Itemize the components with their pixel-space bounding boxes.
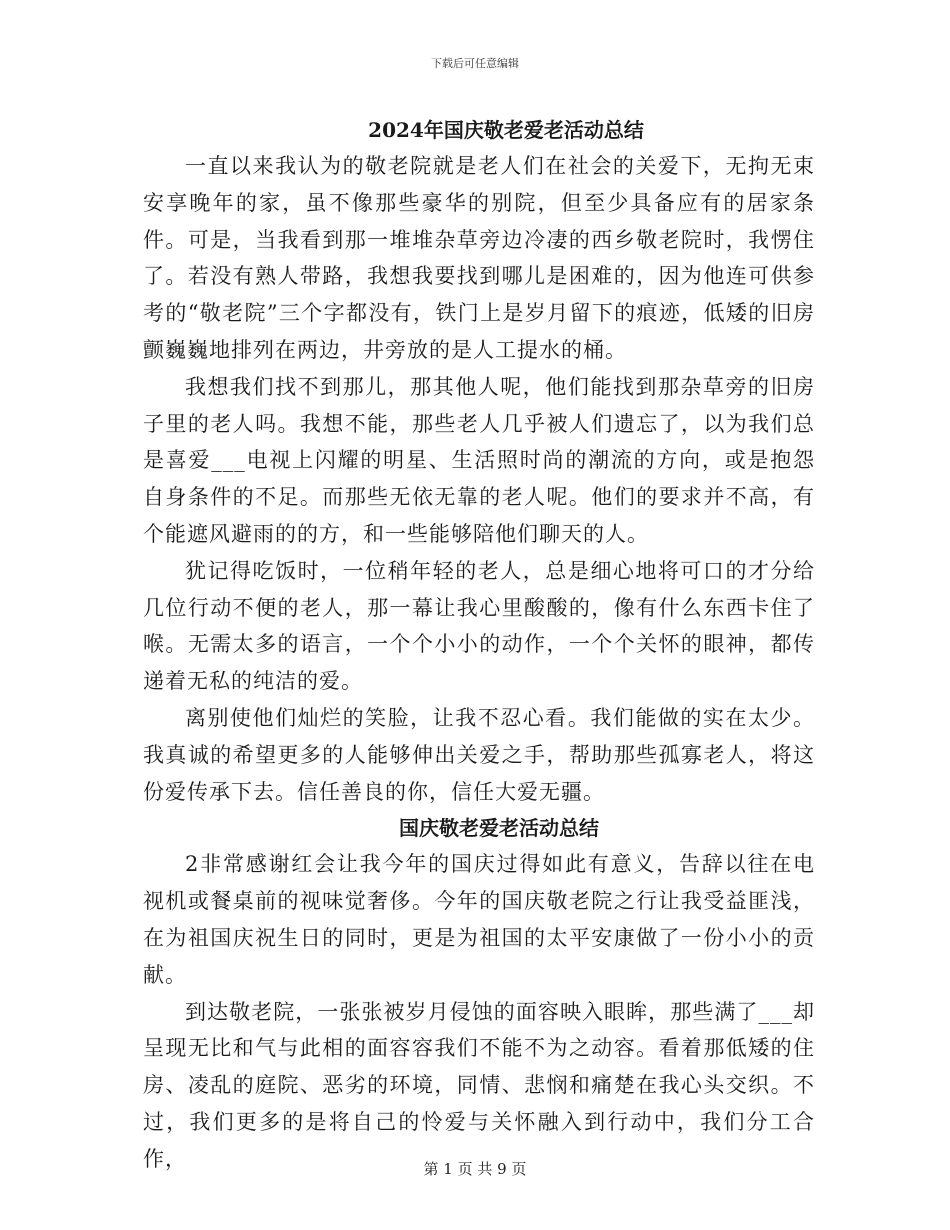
- page-header: 下载后可任意编辑: [431, 57, 519, 70]
- document-body: [143, 112, 815, 1178]
- paragraph: 到达敬老院，一张张被岁月侵蚀的面容映入眼眸，那些满了___却呈现无比和气与此相的面容容我们不能不为之动容。看着那低矮的住房、凌乱的庭院、恶劣的环境，同情、悲悯和痛楚在我心头交织。不过，我们更多的是将自己的怜爱与关怀融入到行动中，我们分工合作，: [143, 999, 815, 1171]
- paragraph: 犹记得吃饭时，一位稍年轻的老人，总是细心地将可口的才分给几位行动不便的老人，那一幕让我心里酸酸的，像有什么东西卡住了喉。无需太多的语言，一个个小小的动作，一个个关怀的眼神，都传递着无私的纯洁的爱。: [143, 558, 815, 694]
- section-title: 2024年国庆敬老爱老活动总结: [368, 118, 644, 142]
- paragraph: 我想我们找不到那儿，那其他人呢，他们能找到那杂草旁的旧房子里的老人吗。我想不能，那些老人几乎被人们遗忘了，以为我们总是喜爱___电视上闪耀的明星、生活照时尚的潮流的方向，或是抱怨自身条件的不足。而那些无依无靠的老人呢。他们的要求并不高，有个能遮风避雨的的方，和一些能够陪他们聊天的人。: [143, 374, 815, 546]
- page-number: 第 1 页 共 9 页: [423, 1160, 527, 1178]
- paragraph: 离别使他们灿烂的笑脸，让我不忍心看。我们能做的实在太少。我真诚的希望更多的人能够伸出关爱之手，帮助那些孤寡老人，将这份爱传承下去。信任善良的你，信任大爱无疆。: [143, 705, 815, 804]
- paragraph: 2非常感谢红会让我今年的国庆过得如此有意义，告辞以往在电视机或餐桌前的视味觉奢侈。今年的国庆敬老院之行让我受益匪浅，在为祖国庆祝生日的同时，更是为祖国的太平安康做了一份小小的贡献。: [143, 852, 815, 987]
- paragraph: 一直以来我认为的敬老院就是老人们在社会的关爱下，无拘无束安享晚年的家，虽不像那些豪华的别院，但至少具备应有的居家条件。可是，当我看到那一堆堆杂草旁边冷凄的西乡敬老院时，我愣住了。若没有熟人带路，我想我要找到哪儿是困难的，因为他连可供参考的“敬老院”三个字都没有，铁门上是岁月留下的痕迹，低矮的旧房颤巍巍地排列在两边，井旁放的是人工提水的桶。: [143, 154, 815, 362]
- section-title: 国庆敬老爱老活动总结: [399, 816, 599, 841]
